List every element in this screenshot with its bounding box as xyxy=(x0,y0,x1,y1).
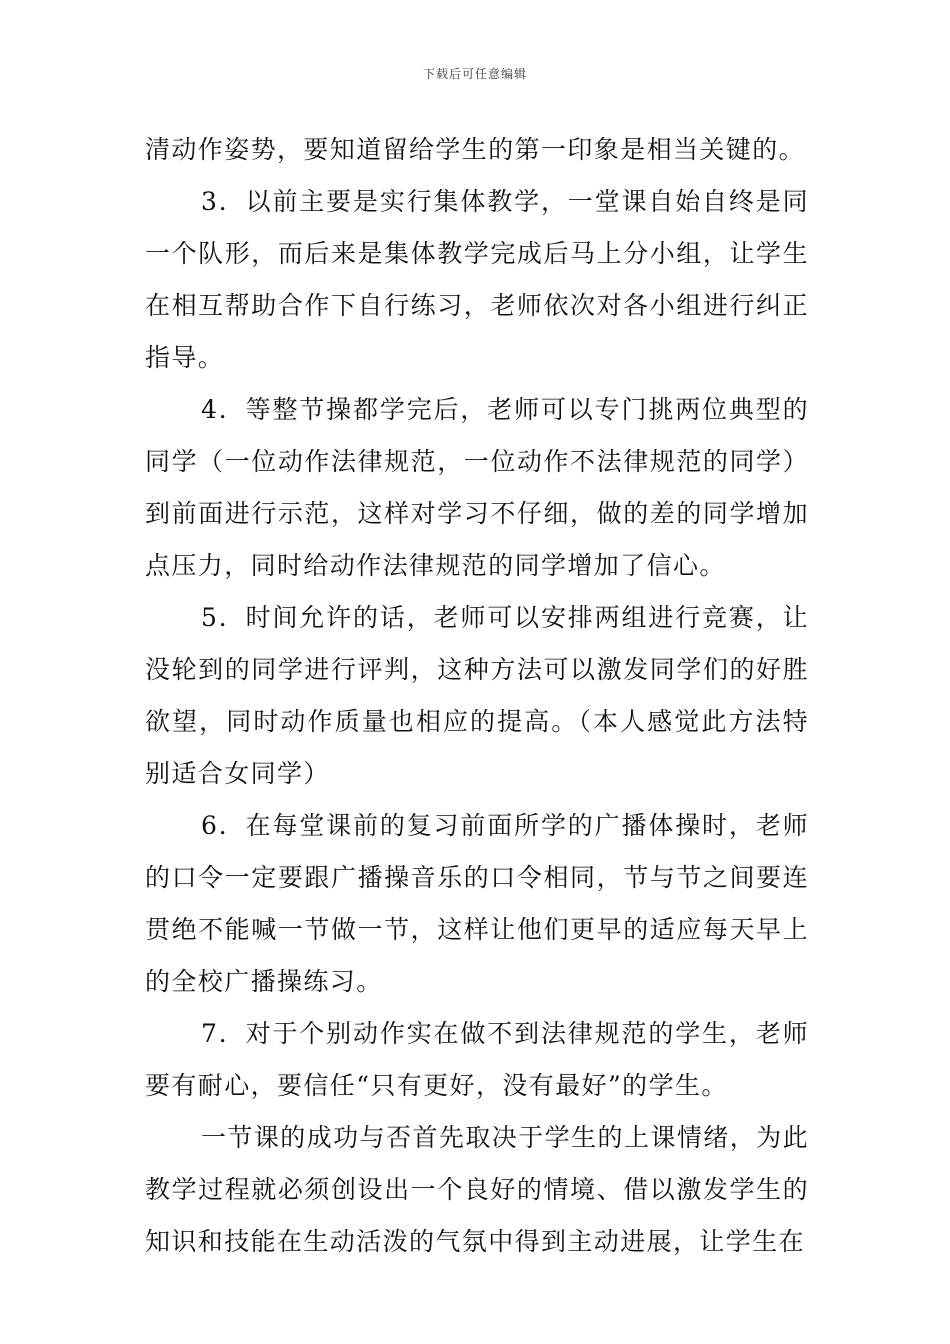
body-text xyxy=(145,124,809,1268)
paragraph-item-7: 7．对于个别动作实在做不到法律规范的学生，老师要有耐心，要信任“只有更好，没有最好”的学生。 xyxy=(145,1019,809,1100)
paragraph-item-4: 4．等整节操都学完后，老师可以专门挑两位典型的同学（一位动作法律规范，一位动作不法律规范的同学）到前面进行示范，这样对学习不仔细，做的差的同学增加点压力，同时给动作法律规范的同学增加了信心。 xyxy=(145,395,809,580)
paragraph-item-6: 6．在每堂课前的复习前面所学的广播体操时，老师的口令一定要跟广播操音乐的口令相同，节与节之间要连贯绝不能喊一节做一节，这样让他们更早的适应每天早上的全校广播操练习。 xyxy=(145,811,809,996)
paragraph-summary: 一节课的成功与否首先取决于学生的上课情绪，为此教学过程就必须创设出一个良好的情境、借以激发学生的知识和技能在生动活泼的气氛中得到主动进展，让学生在 xyxy=(145,1123,809,1256)
paragraph-item-5: 5．时间允许的话，老师可以安排两组进行竞赛，让没轮到的同学进行评判，这种方法可以激发同学们的好胜欲望，同时动作质量也相应的提高。（本人感觉此方法特别适合女同学） xyxy=(145,603,809,788)
paragraph-continuation: 清动作姿势，要知道留给学生的第一印象是相当关键的。 xyxy=(145,135,806,164)
page-header: 下载后可任意编辑 xyxy=(422,67,527,81)
paragraph-item-3: 3．以前主要是实行集体教学，一堂课自始自终是同一个队形，而后来是集体教学完成后马上分小组，让学生在相互帮助合作下自行练习，老师依次对各小组进行纠正指导。 xyxy=(145,187,809,372)
